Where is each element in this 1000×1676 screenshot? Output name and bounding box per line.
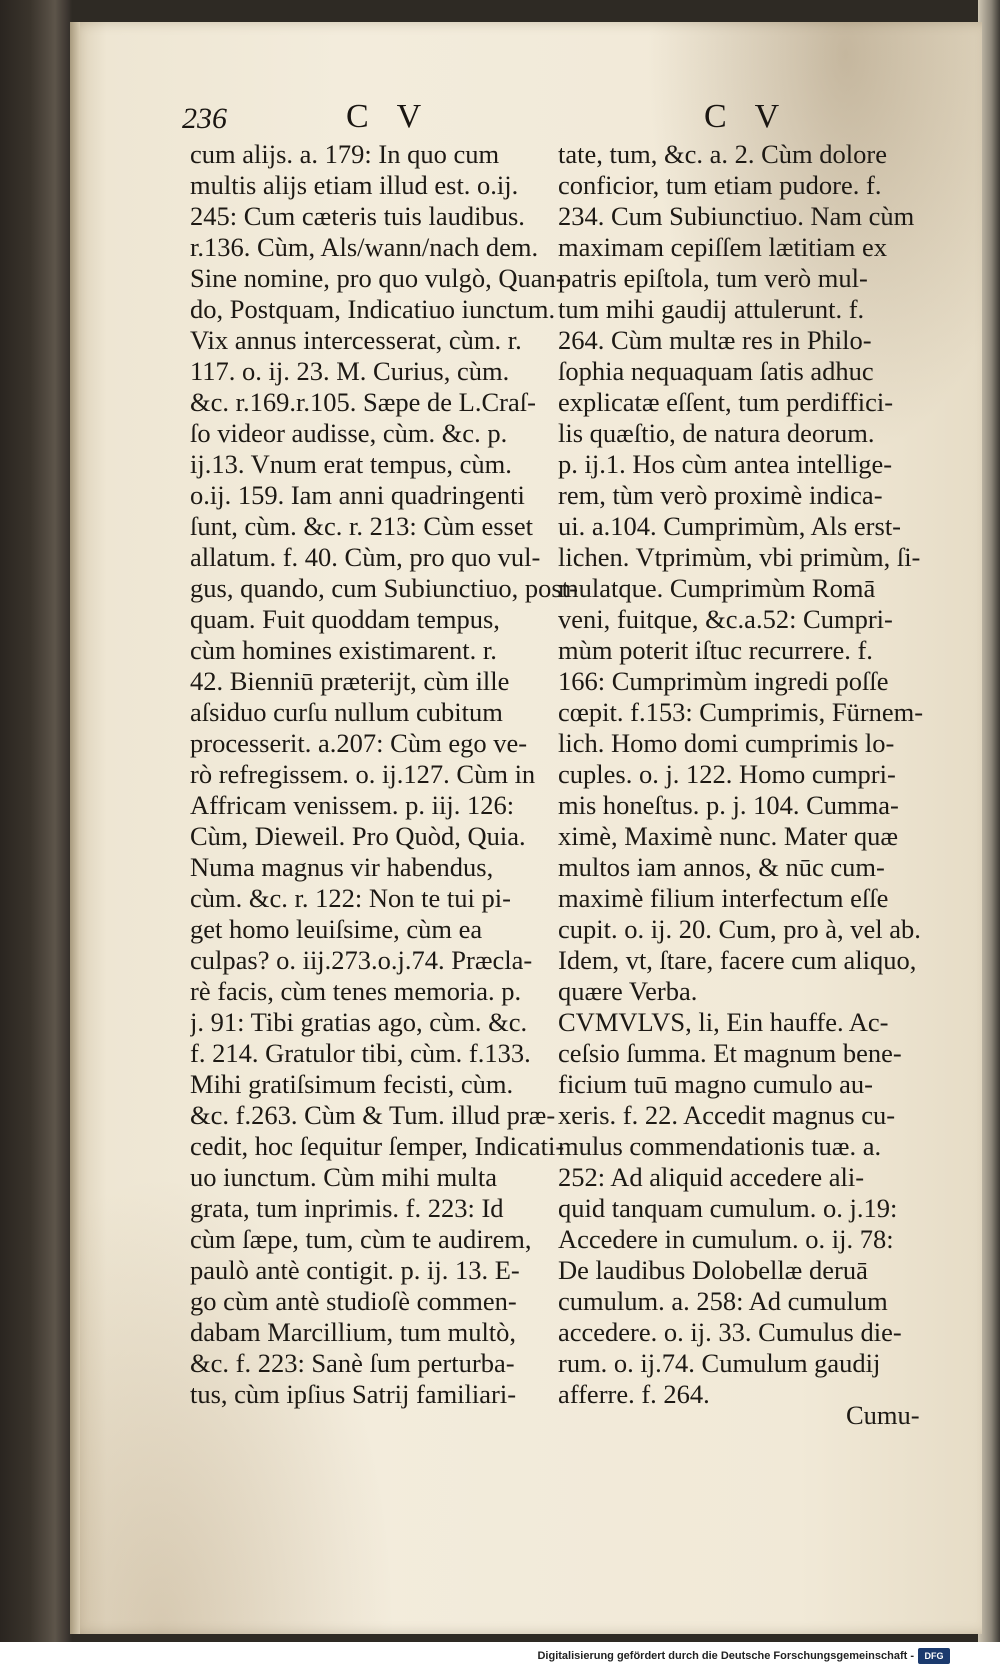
text-line: dabam Marcillium, tum multò, [190,1317,517,1347]
text-line: lich. Homo domi cumprimis lo- [558,728,895,758]
page-number: 236 [182,102,227,135]
text-line: tum mihi gaudij attulerunt. f. [558,294,865,324]
text-line: multos iam annos, & nūc cum- [558,852,885,882]
digitization-footer [0,1642,1000,1676]
text-line: Sine nomine, pro quo vulgò, Quan- [190,263,565,293]
text-line: 166: Cumprimùm ingredi poſſe [558,666,889,696]
left-text-column [190,139,620,1410]
text-line: do, Postquam, Indicatiuo iunctum. [190,294,556,324]
text-line: 234. Cum Subiunctiuo. Nam cùm [558,201,915,231]
right-text-column [558,139,988,1410]
text-line: Mihi gratiſsimum fecisti, cùm. [190,1069,514,1099]
dfg-logo: DFG [918,1648,950,1664]
text-line: aſsiduo curſu nullum cubitum [190,697,503,727]
text-line: cùm ſæpe, tum, cùm te audirem, [190,1224,532,1254]
text-line: 117. o. ij. 23. M. Curius, cùm. [190,356,510,386]
text-line: ij.13. Vnum erat tempus, cùm. [190,449,512,479]
text-line: mulatque. Cumprimùm Romā [558,573,876,603]
text-line: multis alijs etiam illud est. o.ij. [190,170,519,200]
text-line: cuples. o. j. 122. Homo cumpri- [558,759,896,789]
text-line: &c. r.169.r.105. Sæpe de L.Craſ- [190,387,536,417]
text-line: cupit. o. ij. 20. Cum, pro à, vel ab. [558,914,921,944]
text-line: Vix annus intercesserat, cùm. r. [190,325,522,355]
text-line: mulus commendationis tuæ. a. [558,1131,882,1161]
text-line: rum. o. ij.74. Cumulum gaudij [558,1348,881,1378]
catchword: Cumu- [846,1400,920,1430]
text-line: cœpit. f.153: Cumprimis, Fürnem- [558,697,924,727]
text-line: culpas? o. iij.273.o.j.74. Præcla- [190,945,533,975]
text-line: ceſsio ſumma. Et magnum bene- [558,1038,902,1068]
text-line: quære Verba. [558,976,698,1006]
text-line: ximè, Maximè nunc. Mater quæ [558,821,899,851]
text-line: Affricam venissem. p. iij. 126: [190,790,515,820]
text-line: Accedere in cumulum. o. ij. 78: [558,1224,894,1254]
text-line: ſophia nequaquam ſatis adhuc [558,356,874,386]
text-line: mis honeſtus. p. j. 104. Cumma- [558,790,899,820]
text-line: rò refregissem. o. ij.127. Cùm in [190,759,536,789]
text-line: patris epiſtola, tum verò mul- [558,263,868,293]
text-line: 264. Cùm multæ res in Philo- [558,325,872,355]
running-head-right: C V [704,98,790,135]
text-line: cùm homines existimarent. r. [190,635,497,665]
text-line: ſunt, cùm. &c. r. 213: Cùm esset [190,511,533,541]
text-line: cumulum. a. 258: Ad cumulum [558,1286,888,1316]
text-line: cedit, hoc ſequitur ſemper, Indicati- [190,1131,565,1161]
text-line: f. 214. Gratulor tibi, cùm. f.133. [190,1038,531,1068]
text-line: lis quæſtio, de natura deorum. [558,418,875,448]
text-line: go cùm antè studioſè commen- [190,1286,517,1316]
funding-credit: Digitalisierung gefördert durch die Deutsche Forschungsgemeinschaft - [537,1650,914,1662]
text-line: xeris. f. 22. Accedit magnus cu- [558,1100,896,1130]
text-line: r.136. Cùm, Als/wann/nach dem. [190,232,539,262]
text-line: cum alijs. a. 179: In quo cum [190,139,500,169]
running-head-left: C V [346,98,432,135]
text-line: p. ij.1. Hos cùm antea intellige- [558,449,893,479]
running-header [70,98,982,142]
text-line: paulò antè contigit. p. ij. 13. E- [190,1255,520,1285]
text-line: conficior, tum etiam pudore. f. [558,170,882,200]
text-line: 252: Ad aliquid accedere ali- [558,1162,865,1192]
text-line: veni, fuitque, &c.a.52: Cumpri- [558,604,893,634]
text-line: accedere. o. ij. 33. Cumulus die- [558,1317,902,1347]
text-line: Idem, vt, ſtare, facere cum aliquo, [558,945,917,975]
text-line: lichen. Vtprimùm, vbi primùm, ſi- [558,542,921,572]
text-line: &c. f. 223: Sanè ſum perturba- [190,1348,515,1378]
text-line: cùm. &c. r. 122: Non te tui pi- [190,883,511,913]
text-line: &c. f.263. Cùm & Tum. illud præ- [190,1100,556,1130]
text-line: ui. a.104. Cumprimùm, Als erst- [558,511,902,541]
text-line: explicatæ eſſent, tum perdiffici- [558,387,894,417]
text-line: CVMVLVS, li, Ein hauffe. Ac- [558,1007,889,1037]
text-line: processerit. a.207: Cùm ego ve- [190,728,528,758]
book-page [70,22,982,1634]
text-line: tus, cùm ipſius Satrij familiari- [190,1379,517,1409]
text-line: Cùm, Dieweil. Pro Quòd, Quia. [190,821,526,851]
text-line: quid tanquam cumulum. o. j.19: [558,1193,898,1223]
text-line: j. 91: Tibi gratias ago, cùm. &c. [190,1007,528,1037]
text-line: ſo videor audisse, cùm. &c. p. [190,418,508,448]
text-line: get homo leuiſsime, cùm ea [190,914,483,944]
text-line: rè facis, cùm tenes memoria. p. [190,976,522,1006]
text-line: afferre. f. 264. [558,1379,710,1409]
text-line: rem, tùm verò proximè indica- [558,480,883,510]
text-line: 245: Cum cæteris tuis laudibus. [190,201,525,231]
text-line: grata, tum inprimis. f. 223: Id [190,1193,504,1223]
page-gutter [70,22,80,1634]
text-line: allatum. f. 40. Cùm, pro quo vul- [190,542,541,572]
text-line: quam. Fuit quoddam tempus, [190,604,500,634]
text-line: uo iunctum. Cùm mihi multa [190,1162,497,1192]
text-line: o.ij. 159. Iam anni quadringenti [190,480,525,510]
text-line: Numa magnus vir habendus, [190,852,494,882]
text-line: mùm poterit iſtuc recurrere. f. [558,635,873,665]
text-line: gus, quando, cum Subiunctiuo, post- [190,573,578,603]
text-line: tate, tum, &c. a. 2. Cùm dolore [558,139,887,169]
text-line: De laudibus Dolobellæ deruā [558,1255,868,1285]
text-line: ficium tuū magno cumulo au- [558,1069,873,1099]
text-line: 42. Bienniū præterijt, cùm ille [190,666,510,696]
text-line: maximam cepiſſem lætitiam ex [558,232,887,262]
text-line: maximè filium interfectum eſſe [558,883,889,913]
